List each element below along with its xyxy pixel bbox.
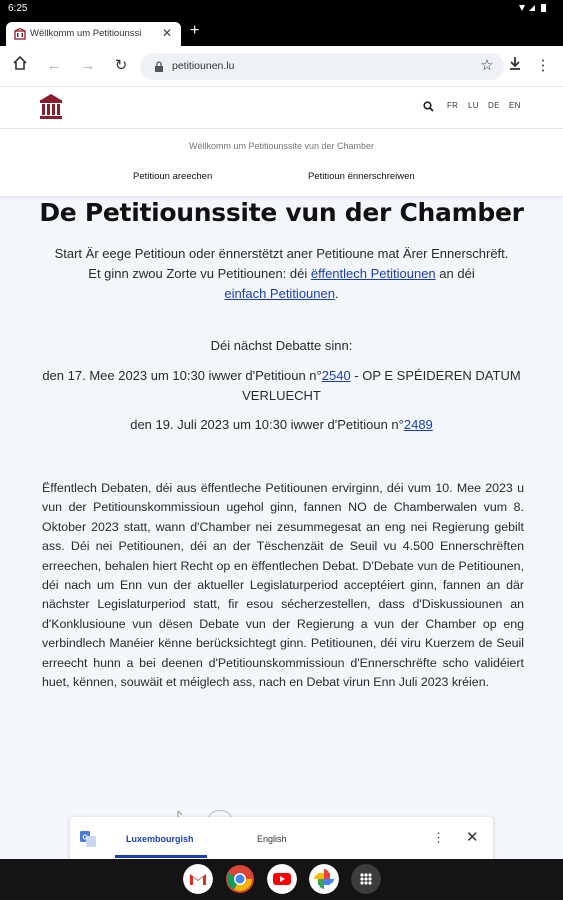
url-text: petitiounen.lu <box>172 60 235 72</box>
lang-fr-link[interactable]: FR <box>447 101 459 110</box>
app-dock <box>0 859 563 900</box>
site-search-icon[interactable] <box>423 99 434 117</box>
intro-period: . <box>334 286 339 301</box>
translate-target-language-tab[interactable]: English <box>257 834 287 844</box>
chamber-logo-icon[interactable] <box>38 91 64 123</box>
welcome-text: Wëllkomm um Petitiounssite vun der Chamber <box>188 141 375 151</box>
nav-submit-petition[interactable]: Petitioun areechen <box>133 171 213 182</box>
browser-menu-icon[interactable]: ⋮ <box>535 57 551 74</box>
debate-2-date: den 19. Juli 2023 um 10:30 iwwer d'Petitioun n° <box>130 417 404 432</box>
reload-icon[interactable]: ↻ <box>114 57 128 74</box>
photos-icon[interactable] <box>309 864 339 894</box>
debate-item-1 <box>30 366 533 406</box>
tab-title: Wëllkomm um Petitiounssi <box>30 28 142 39</box>
intro-line-2: Et ginn zwou Zorte vu Petitiounen: déi <box>88 266 311 281</box>
lang-lu-link[interactable]: LU <box>468 101 479 110</box>
intro-and-text: an déi <box>435 266 475 281</box>
wifi-battery-icon <box>515 3 555 13</box>
petition-2489-link[interactable]: 2489 <box>403 417 433 432</box>
debate-1-date: den 17. Mee 2023 um 10:30 iwwer d'Petitioun n° <box>42 368 322 383</box>
debates-info-paragraph: Ëffentlech Debaten, déi aus ëffentleche Petitiounen ervirginn, déi vum 10. Mee 2023 u vun der Petitiounskommissioun ugehol ginn, fannen NO de Chamberwalen vum 8. Oktober 2023 statt, wann d'Chamber nei zesummegesat an eng nei Regierung gebilt ass. Déi nei Petitiounen, déi an der Tëschenzäit de Seuil vu 4.500 Ennerschrëften erreechen, behalen hiert Recht op en ëffentlechen Debat. D'Debate vun de Petitiounen, déi nach um Enn vun der aktueller Legislaturperiod acceptéiert ginn, fannen an där nächster Legislaturperiod statt, fir esou sécherzestellen, dass d'Diskussiounen an d'Konklusioune vun dësen Debate vun der Regierung a vun der Chamber op eng verbindlech Manéier kënne berücksichtegt ginn. Petitiounen, déi viru Kuerzem de Seuil erreecht hunn a bei deenen d'Petitiounskommissioun d'Ennerschrëfte scho validéiert huet, kënnen, souwäit et méiglech ass, nach en Debat virun Enn Juli 2023 kréien. <box>42 481 524 690</box>
translate-active-indicator <box>115 855 207 858</box>
status-bar <box>0 0 563 18</box>
intro-text <box>30 244 533 304</box>
site-subheader <box>0 129 563 196</box>
lang-en-link[interactable]: EN <box>509 101 521 110</box>
site-info-icon[interactable] <box>154 60 164 78</box>
address-bar[interactable] <box>140 53 504 80</box>
lang-de-link[interactable]: DE <box>488 101 500 110</box>
page-title: De Petitiounssite vun der Chamber <box>39 198 524 227</box>
nav-sign-petition[interactable]: Petitioun ënnerschreiwen <box>308 171 415 182</box>
debate-item-2 <box>30 415 533 435</box>
new-tab-icon[interactable]: + <box>190 22 200 39</box>
apps-icon[interactable] <box>351 864 381 894</box>
home-icon[interactable] <box>9 55 31 77</box>
gmail-icon[interactable] <box>183 864 213 894</box>
google-translate-icon <box>80 831 96 847</box>
favicon-icon <box>14 28 26 40</box>
tab-close-icon[interactable]: ✕ <box>162 26 173 40</box>
tab-strip <box>0 18 563 46</box>
public-petitions-link[interactable]: ëffentlech Petitiounen <box>310 266 436 281</box>
translate-bar <box>70 817 493 859</box>
back-icon[interactable]: ← <box>46 57 62 74</box>
site-header <box>0 87 563 129</box>
forward-icon[interactable]: → <box>80 57 96 74</box>
youtube-icon[interactable] <box>267 864 297 894</box>
translate-more-icon[interactable]: ⋮ <box>432 830 445 845</box>
translate-close-icon[interactable]: ✕ <box>466 829 479 846</box>
simple-petitions-link[interactable]: einfach Petitiounen <box>224 286 335 301</box>
bookmark-star-icon[interactable]: ☆ <box>480 57 494 74</box>
browser-tab[interactable] <box>6 22 181 46</box>
svg-text:G: G <box>82 834 88 842</box>
debates-label: Déi nächst Debatte sinn: <box>210 338 353 353</box>
download-icon[interactable] <box>504 55 526 77</box>
browser-toolbar <box>0 46 563 87</box>
chrome-icon[interactable] <box>225 864 255 894</box>
intro-line-1: Start Är eege Petitioun oder ënnerstëtzt aner Petitioune mat Ärer Ennerschrëft. <box>54 246 509 261</box>
petition-2540-link[interactable]: 2540 <box>321 368 351 383</box>
debate-1-status: - OP E SPÉIDEREN DATUM VERLUECHT <box>242 368 521 403</box>
status-time: 6:25 <box>8 3 28 14</box>
status-icons <box>515 3 555 16</box>
translate-source-language-tab[interactable]: Luxembourgish <box>126 834 194 844</box>
